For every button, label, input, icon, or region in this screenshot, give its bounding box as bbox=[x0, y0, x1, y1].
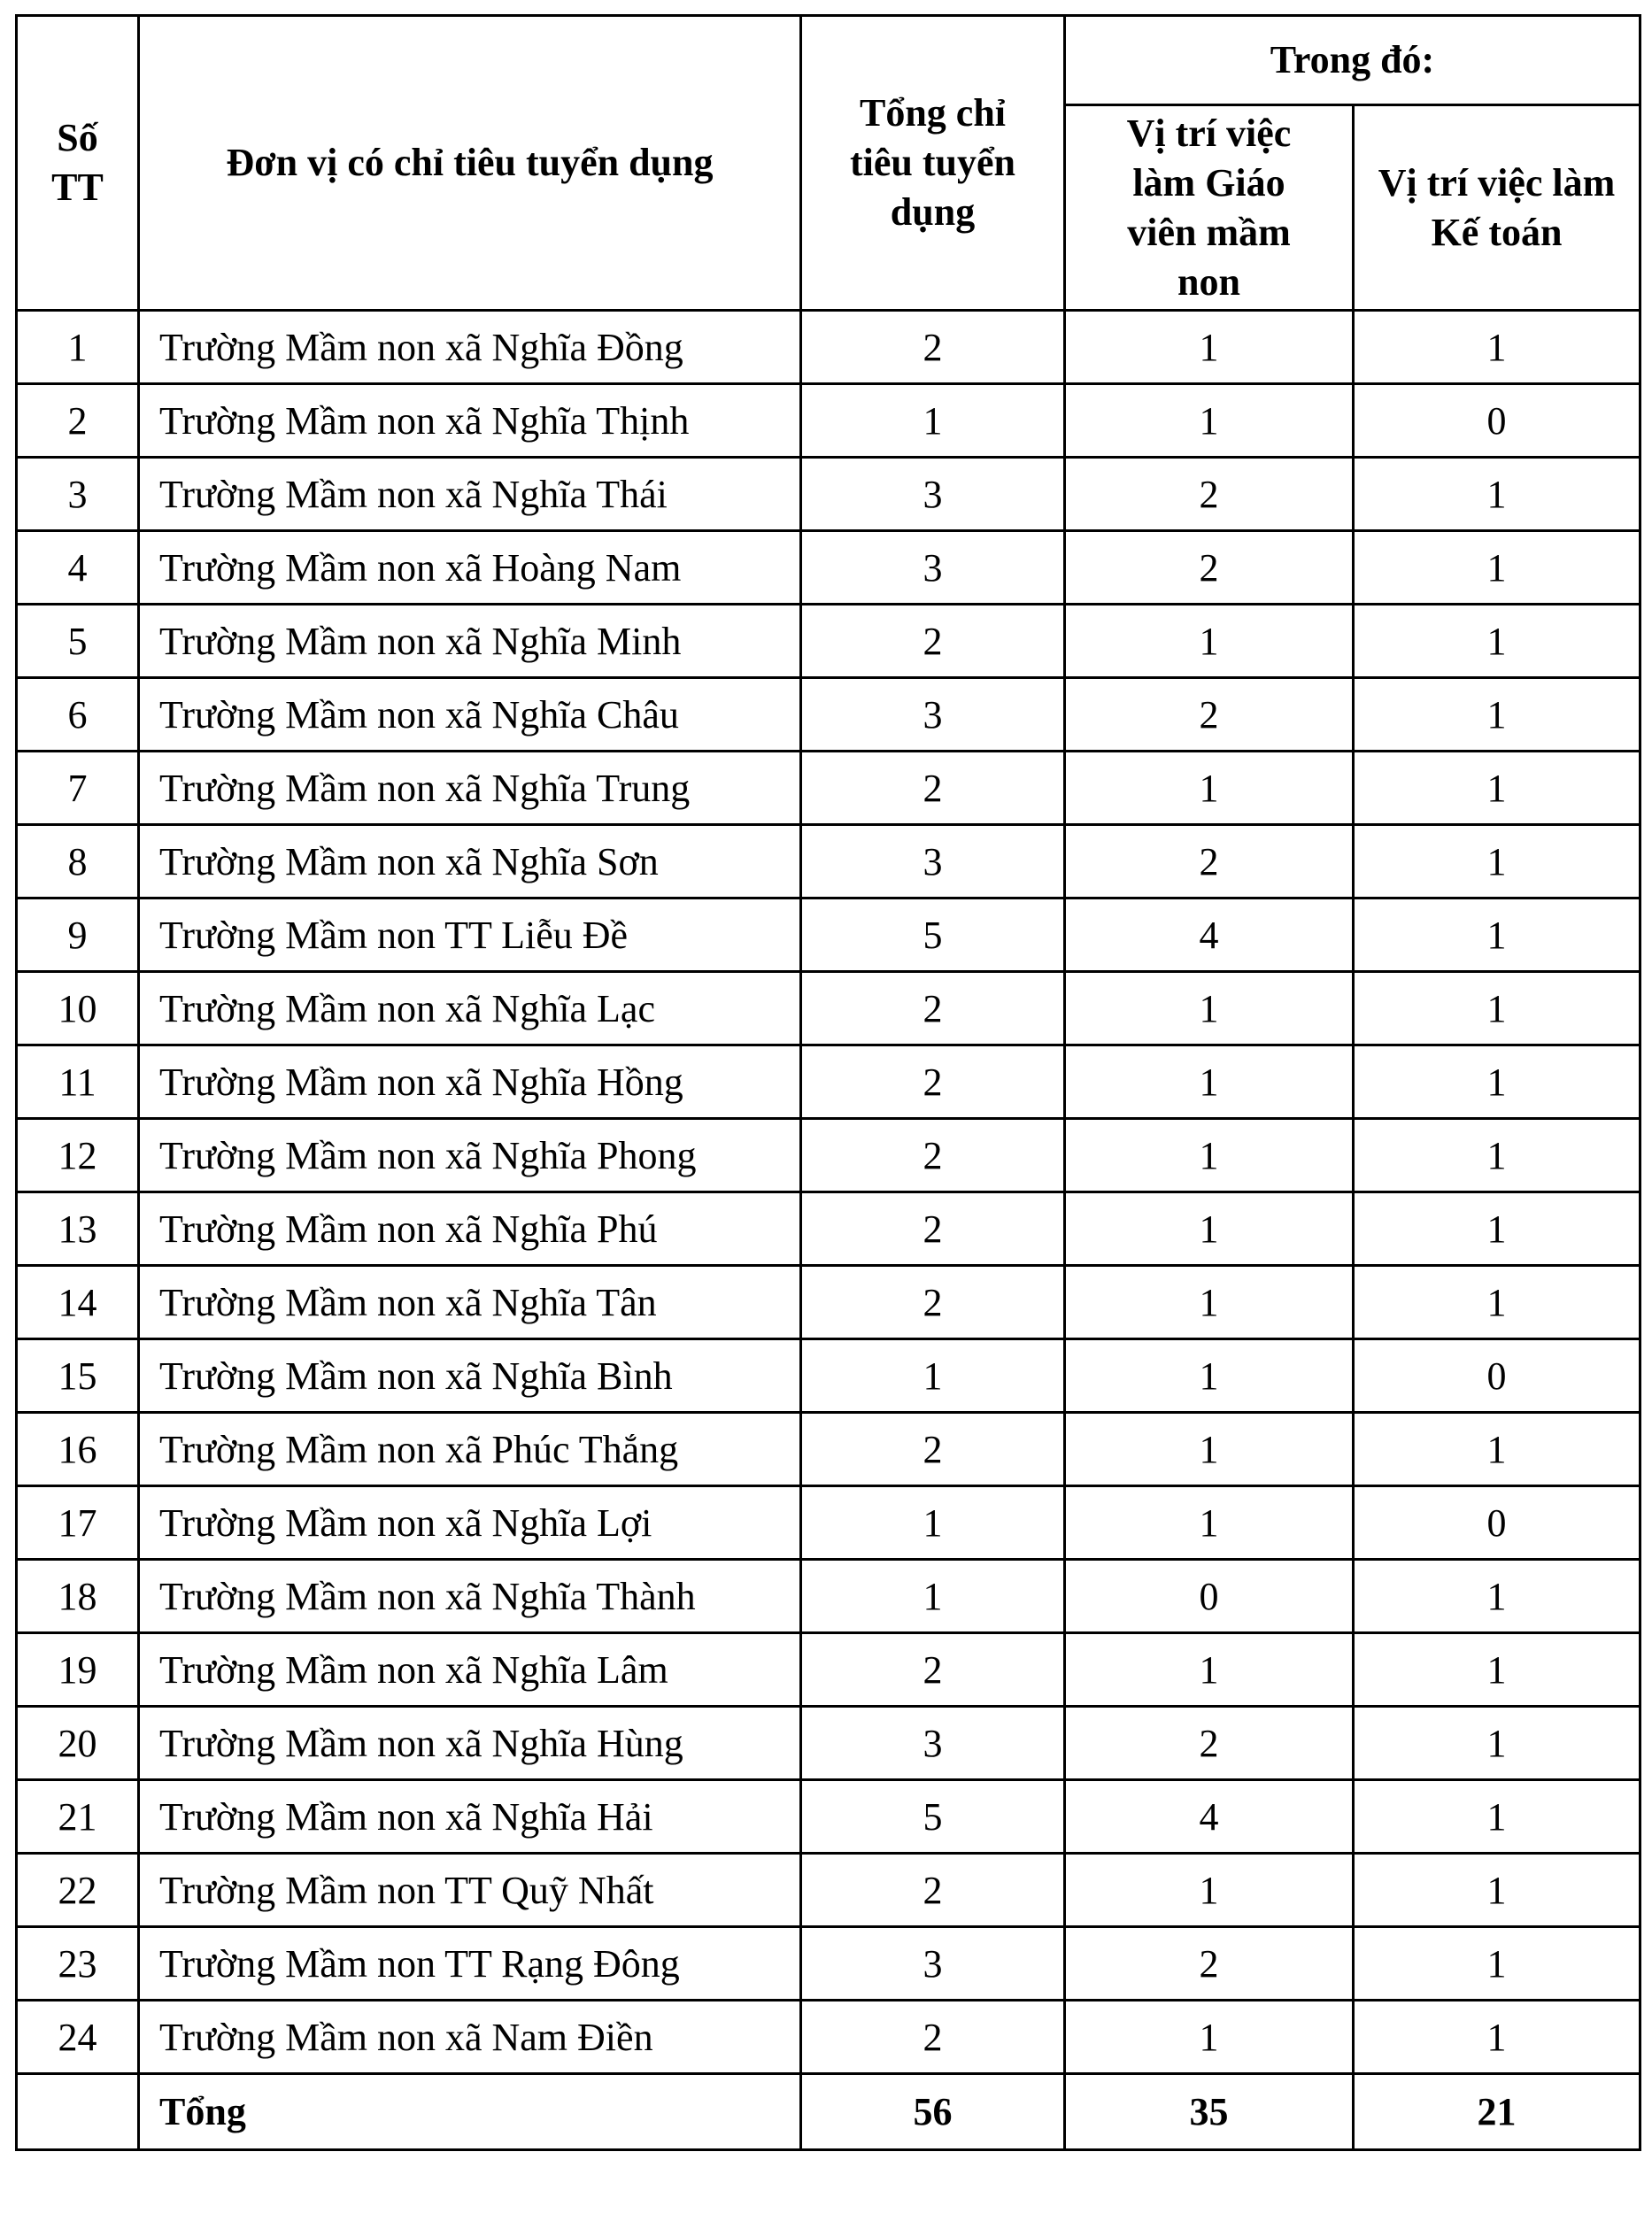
table-row bbox=[17, 1119, 1640, 1192]
unit-cell: Trường Mầm non TT Quỹ Nhất bbox=[139, 1854, 801, 1927]
accountant-cell: 1 bbox=[1354, 531, 1640, 605]
unit-cell: Trường Mầm non xã Nghĩa Minh bbox=[139, 605, 801, 678]
table-row bbox=[17, 752, 1640, 825]
teacher-cell: 1 bbox=[1065, 1339, 1354, 1413]
teacher-cell: 1 bbox=[1065, 1266, 1354, 1339]
total-cell: 3 bbox=[801, 678, 1065, 752]
stt-cell: 19 bbox=[17, 1633, 139, 1707]
accountant-cell: 1 bbox=[1354, 1780, 1640, 1854]
total-cell: 3 bbox=[801, 825, 1065, 899]
header-accountant: Vị trí việc làm Kế toán bbox=[1354, 105, 1640, 311]
accountant-cell: 0 bbox=[1354, 384, 1640, 458]
unit-cell: Trường Mầm non xã Nghĩa Châu bbox=[139, 678, 801, 752]
table-row bbox=[17, 1927, 1640, 2001]
stt-cell: 8 bbox=[17, 825, 139, 899]
table-row bbox=[17, 531, 1640, 605]
table-row bbox=[17, 1192, 1640, 1266]
stt-cell: 12 bbox=[17, 1119, 139, 1192]
unit-cell: Trường Mầm non xã Phúc Thắng bbox=[139, 1413, 801, 1486]
total-stt-cell bbox=[17, 2074, 139, 2150]
table-row bbox=[17, 1486, 1640, 1560]
total-cell: 2 bbox=[801, 1266, 1065, 1339]
teacher-cell: 2 bbox=[1065, 678, 1354, 752]
stt-cell: 7 bbox=[17, 752, 139, 825]
teacher-cell: 1 bbox=[1065, 311, 1354, 384]
total-cell: 2 bbox=[801, 752, 1065, 825]
accountant-cell: 1 bbox=[1354, 825, 1640, 899]
teacher-cell: 1 bbox=[1065, 2001, 1354, 2074]
accountant-cell: 1 bbox=[1354, 1045, 1640, 1119]
total-cell: 3 bbox=[801, 458, 1065, 531]
header-teacher: Vị trí việc làm Giáo viên mầm non bbox=[1065, 105, 1354, 311]
total-row bbox=[17, 2074, 1640, 2150]
teacher-cell: 1 bbox=[1065, 605, 1354, 678]
accountant-cell: 1 bbox=[1354, 752, 1640, 825]
total-cell: 3 bbox=[801, 1707, 1065, 1780]
table-row bbox=[17, 1560, 1640, 1633]
stt-cell: 6 bbox=[17, 678, 139, 752]
unit-cell: Trường Mầm non xã Nghĩa Thành bbox=[139, 1560, 801, 1633]
unit-cell: Trường Mầm non xã Nghĩa Hải bbox=[139, 1780, 801, 1854]
accountant-cell: 1 bbox=[1354, 1633, 1640, 1707]
teacher-cell: 2 bbox=[1065, 1707, 1354, 1780]
accountant-cell: 1 bbox=[1354, 2001, 1640, 2074]
total-cell: 2 bbox=[801, 1119, 1065, 1192]
total-cell: 1 bbox=[801, 1486, 1065, 1560]
accountant-cell: 1 bbox=[1354, 972, 1640, 1045]
unit-cell: Trường Mầm non xã Hoàng Nam bbox=[139, 531, 801, 605]
total-cell: 2 bbox=[801, 605, 1065, 678]
accountant-cell: 1 bbox=[1354, 1707, 1640, 1780]
total-cell: 1 bbox=[801, 384, 1065, 458]
accountant-cell: 1 bbox=[1354, 1266, 1640, 1339]
teacher-cell: 4 bbox=[1065, 1780, 1354, 1854]
unit-cell: Trường Mầm non xã Nghĩa Phong bbox=[139, 1119, 801, 1192]
table-row bbox=[17, 311, 1640, 384]
table-row bbox=[17, 1854, 1640, 1927]
header-unit: Đơn vị có chỉ tiêu tuyển dụng bbox=[139, 16, 801, 311]
header-total: Tổng chỉ tiêu tuyển dụng bbox=[801, 16, 1065, 311]
recruitment-table bbox=[15, 14, 1641, 2151]
unit-cell: Trường Mầm non TT Liễu Đề bbox=[139, 899, 801, 972]
unit-cell: Trường Mầm non xã Nghĩa Thái bbox=[139, 458, 801, 531]
total-cell: 2 bbox=[801, 2001, 1065, 2074]
stt-cell: 11 bbox=[17, 1045, 139, 1119]
total-cell: 2 bbox=[801, 1045, 1065, 1119]
total-cell: 2 bbox=[801, 1854, 1065, 1927]
stt-cell: 16 bbox=[17, 1413, 139, 1486]
total-accountant: 21 bbox=[1354, 2074, 1640, 2150]
total-cell: 1 bbox=[801, 1560, 1065, 1633]
teacher-cell: 1 bbox=[1065, 1413, 1354, 1486]
total-label: Tổng bbox=[139, 2074, 801, 2150]
table-row bbox=[17, 1780, 1640, 1854]
total-cell: 1 bbox=[801, 1339, 1065, 1413]
teacher-cell: 1 bbox=[1065, 1633, 1354, 1707]
stt-cell: 17 bbox=[17, 1486, 139, 1560]
teacher-cell: 4 bbox=[1065, 899, 1354, 972]
teacher-cell: 2 bbox=[1065, 531, 1354, 605]
table-body bbox=[17, 311, 1640, 2074]
stt-cell: 23 bbox=[17, 1927, 139, 2001]
accountant-cell: 1 bbox=[1354, 1560, 1640, 1633]
stt-cell: 1 bbox=[17, 311, 139, 384]
unit-cell: Trường Mầm non xã Nghĩa Trung bbox=[139, 752, 801, 825]
table-row bbox=[17, 972, 1640, 1045]
stt-cell: 10 bbox=[17, 972, 139, 1045]
accountant-cell: 1 bbox=[1354, 1413, 1640, 1486]
accountant-cell: 1 bbox=[1354, 1854, 1640, 1927]
teacher-cell: 0 bbox=[1065, 1560, 1354, 1633]
header-among: Trong đó: bbox=[1065, 16, 1640, 105]
accountant-cell: 1 bbox=[1354, 1119, 1640, 1192]
teacher-cell: 2 bbox=[1065, 1927, 1354, 2001]
unit-cell: Trường Mầm non xã Nghĩa Lâm bbox=[139, 1633, 801, 1707]
table-row bbox=[17, 1339, 1640, 1413]
table-row bbox=[17, 605, 1640, 678]
unit-cell: Trường Mầm non xã Nghĩa Hùng bbox=[139, 1707, 801, 1780]
unit-cell: Trường Mầm non xã Nghĩa Phú bbox=[139, 1192, 801, 1266]
total-cell: 2 bbox=[801, 1633, 1065, 1707]
accountant-cell: 1 bbox=[1354, 899, 1640, 972]
accountant-cell: 0 bbox=[1354, 1339, 1640, 1413]
stt-cell: 22 bbox=[17, 1854, 139, 1927]
teacher-cell: 1 bbox=[1065, 752, 1354, 825]
table-row bbox=[17, 384, 1640, 458]
accountant-cell: 1 bbox=[1354, 1192, 1640, 1266]
stt-cell: 20 bbox=[17, 1707, 139, 1780]
stt-cell: 13 bbox=[17, 1192, 139, 1266]
accountant-cell: 0 bbox=[1354, 1486, 1640, 1560]
total-cell: 3 bbox=[801, 1927, 1065, 2001]
table-row bbox=[17, 899, 1640, 972]
total-cell: 5 bbox=[801, 899, 1065, 972]
teacher-cell: 2 bbox=[1065, 825, 1354, 899]
total-teacher: 35 bbox=[1065, 2074, 1354, 2150]
stt-cell: 14 bbox=[17, 1266, 139, 1339]
table-row bbox=[17, 678, 1640, 752]
table-row bbox=[17, 1707, 1640, 1780]
table-row bbox=[17, 1413, 1640, 1486]
unit-cell: Trường Mầm non xã Nghĩa Bình bbox=[139, 1339, 801, 1413]
accountant-cell: 1 bbox=[1354, 1927, 1640, 2001]
total-sum: 56 bbox=[801, 2074, 1065, 2150]
teacher-cell: 2 bbox=[1065, 458, 1354, 531]
total-cell: 2 bbox=[801, 1192, 1065, 1266]
unit-cell: Trường Mầm non xã Nghĩa Lạc bbox=[139, 972, 801, 1045]
stt-cell: 21 bbox=[17, 1780, 139, 1854]
table-row bbox=[17, 1045, 1640, 1119]
unit-cell: Trường Mầm non xã Nghĩa Sơn bbox=[139, 825, 801, 899]
table-row bbox=[17, 1633, 1640, 1707]
total-cell: 2 bbox=[801, 1413, 1065, 1486]
unit-cell: Trường Mầm non xã Nghĩa Thịnh bbox=[139, 384, 801, 458]
accountant-cell: 1 bbox=[1354, 458, 1640, 531]
stt-cell: 15 bbox=[17, 1339, 139, 1413]
teacher-cell: 1 bbox=[1065, 1045, 1354, 1119]
unit-cell: Trường Mầm non TT Rạng Đông bbox=[139, 1927, 801, 2001]
stt-cell: 2 bbox=[17, 384, 139, 458]
teacher-cell: 1 bbox=[1065, 384, 1354, 458]
stt-cell: 9 bbox=[17, 899, 139, 972]
total-cell: 3 bbox=[801, 531, 1065, 605]
accountant-cell: 1 bbox=[1354, 311, 1640, 384]
table-row bbox=[17, 825, 1640, 899]
table-header bbox=[17, 16, 1640, 311]
table-row bbox=[17, 458, 1640, 531]
header-stt: Số TT bbox=[17, 16, 139, 311]
total-cell: 2 bbox=[801, 311, 1065, 384]
stt-cell: 3 bbox=[17, 458, 139, 531]
teacher-cell: 1 bbox=[1065, 1119, 1354, 1192]
teacher-cell: 1 bbox=[1065, 972, 1354, 1045]
total-cell: 5 bbox=[801, 1780, 1065, 1854]
unit-cell: Trường Mầm non xã Nghĩa Hồng bbox=[139, 1045, 801, 1119]
teacher-cell: 1 bbox=[1065, 1854, 1354, 1927]
unit-cell: Trường Mầm non xã Nghĩa Tân bbox=[139, 1266, 801, 1339]
stt-cell: 24 bbox=[17, 2001, 139, 2074]
teacher-cell: 1 bbox=[1065, 1486, 1354, 1560]
teacher-cell: 1 bbox=[1065, 1192, 1354, 1266]
accountant-cell: 1 bbox=[1354, 605, 1640, 678]
unit-cell: Trường Mầm non xã Nam Điền bbox=[139, 2001, 801, 2074]
unit-cell: Trường Mầm non xã Nghĩa Lợi bbox=[139, 1486, 801, 1560]
accountant-cell: 1 bbox=[1354, 678, 1640, 752]
table-row bbox=[17, 2001, 1640, 2074]
table-row bbox=[17, 1266, 1640, 1339]
stt-cell: 18 bbox=[17, 1560, 139, 1633]
unit-cell: Trường Mầm non xã Nghĩa Đồng bbox=[139, 311, 801, 384]
stt-cell: 4 bbox=[17, 531, 139, 605]
stt-cell: 5 bbox=[17, 605, 139, 678]
total-cell: 2 bbox=[801, 972, 1065, 1045]
